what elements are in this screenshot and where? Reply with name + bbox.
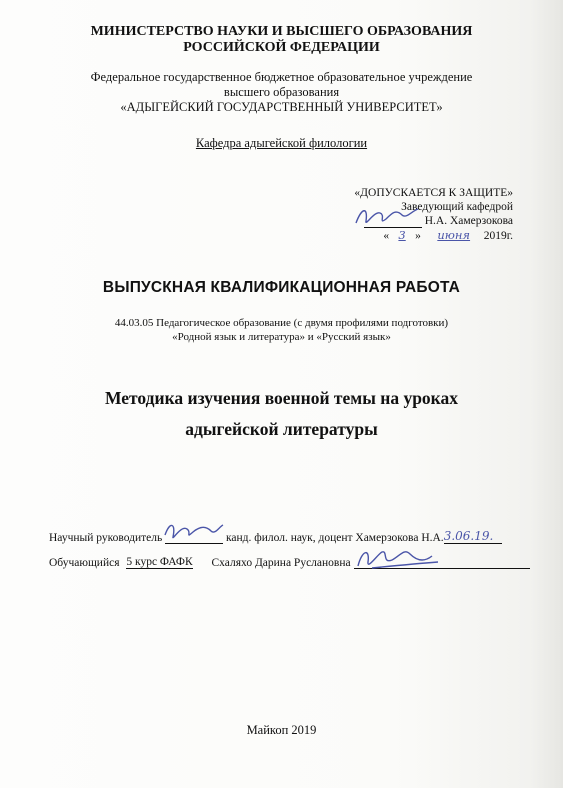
institution-line-2: высшего образования — [223, 85, 340, 99]
institution-line-1: Федеральное государственное бюджетное образовательное учреждение — [90, 70, 473, 84]
head-signature-icon — [352, 203, 422, 229]
date-day: 3 — [398, 228, 406, 242]
supervisor-label: Научный руководитель — [49, 532, 163, 544]
city-year: Майкоп 2019 — [246, 723, 317, 737]
work-title-line-1: Методика изучения военной темы на уроках — [105, 388, 458, 408]
ministry-line-1: МИНИСТЕРСТВО НАУКИ И ВЫСШЕГО ОБРАЗОВАНИЯ — [90, 24, 473, 39]
direction-line-1: 44.03.05 Педагогическое образование (с двумя профилями подготовки) — [114, 317, 449, 329]
student-label: Обучающийся — [49, 557, 120, 569]
approval-signature-row — [354, 214, 513, 228]
approval-date-row — [354, 228, 513, 243]
student-signature-icon — [352, 544, 442, 572]
supervisor-signature-icon — [161, 517, 227, 543]
institution-block — [0, 70, 563, 115]
supervisor-date: 3.06.19. — [444, 529, 502, 544]
student-group: 5 курс ФАФК — [126, 556, 193, 568]
department-name: Кафедра адыгейской филологии — [195, 136, 368, 150]
ministry-line-2: РОССИЙСКОЙ ФЕДЕРАЦИИ — [183, 40, 380, 55]
supervisor-row — [49, 529, 502, 544]
date-month: июня — [437, 228, 471, 242]
approval-line-2: Заведующий кафедрой — [401, 201, 513, 213]
date-quote-close: » — [415, 230, 421, 242]
direction-line-2: «Родной язык и литература» и «Русский язык» — [172, 331, 391, 343]
direction-block — [0, 316, 563, 344]
supervisor-credentials: канд. филол. наук, доцент Хамерзокова Н.А. — [226, 532, 444, 544]
date-year: 2019г. — [483, 230, 513, 242]
approval-line-1: «ДОПУСКАЕТСЯ К ЗАЩИТЕ» — [354, 187, 513, 199]
work-title-line-2: адыгейской литературы — [185, 419, 378, 439]
student-row — [49, 556, 530, 569]
institution-line-3: «АДЫГЕЙСКИЙ ГОСУДАРСТВЕННЫЙ УНИВЕРСИТЕТ» — [120, 100, 443, 114]
date-quote-open: « — [383, 230, 390, 242]
work-title — [0, 383, 563, 445]
approval-block — [354, 186, 513, 243]
work-type-heading: ВЫПУСКНАЯ КВАЛИФИКАЦИОННАЯ РАБОТА — [102, 279, 461, 296]
supervisor-signature-line — [165, 531, 223, 544]
head-signature-line — [364, 215, 422, 228]
student-signature-line — [354, 556, 530, 569]
student-name: Схаляхо Дарина Руслановна — [211, 557, 351, 569]
head-name: Н.А. Хамерзокова — [424, 215, 513, 227]
ministry-heading — [0, 24, 563, 56]
